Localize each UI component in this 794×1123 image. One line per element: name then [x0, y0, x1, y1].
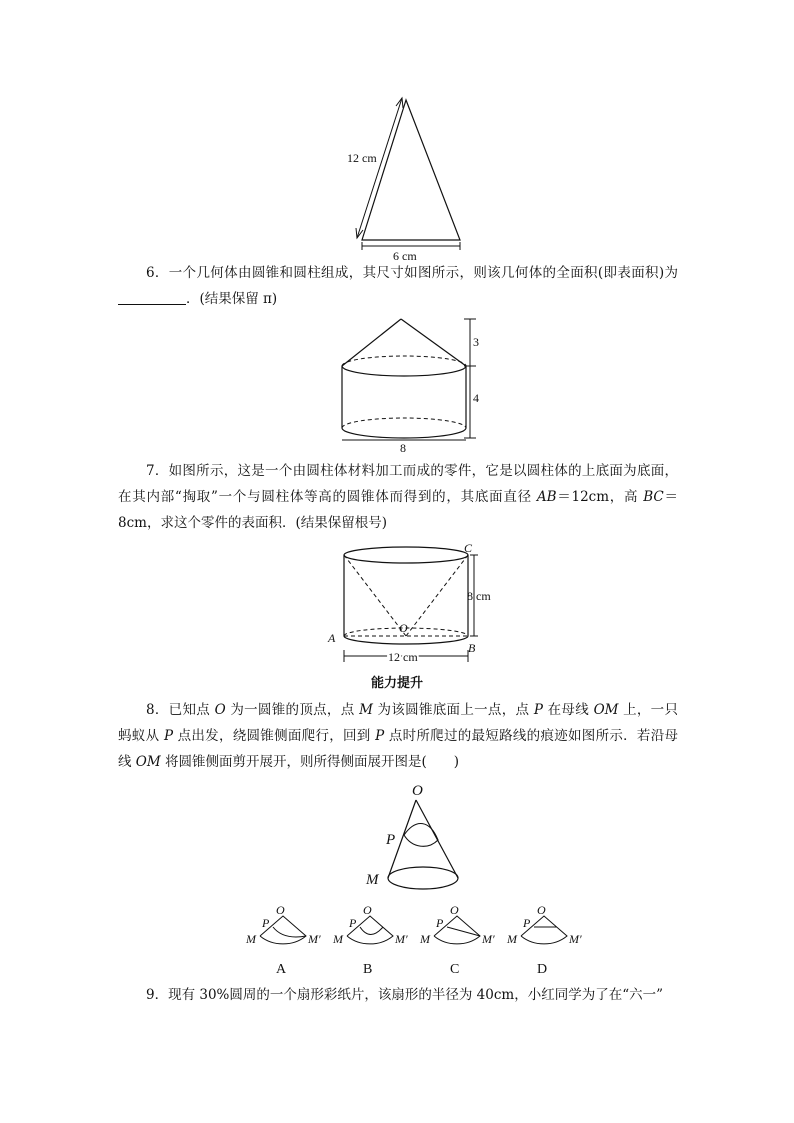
- q8-om2: OM: [135, 754, 161, 770]
- q7-bc: BC: [643, 489, 664, 505]
- q7-text-b: ＝12cm，高: [556, 489, 644, 505]
- option-c-p: P: [436, 916, 444, 930]
- option-d-o: O: [537, 903, 546, 917]
- slant-dimension-line: [357, 98, 402, 238]
- part-top-ellipse: [344, 547, 468, 563]
- cylinder-top-front: [342, 366, 466, 376]
- option-c-mprime: M′: [482, 932, 495, 946]
- cylinder-top-back: [342, 356, 466, 366]
- option-c-letter: C: [450, 962, 460, 977]
- cone-triangle: [362, 100, 460, 240]
- q8-t3: 为该圆锥底面上一点，点: [372, 702, 534, 718]
- cone-triangle-figure: [330, 90, 480, 265]
- option-b-path: [360, 927, 383, 935]
- cone-cylinder-figure: [330, 312, 500, 454]
- cylinder-bottom-front: [342, 428, 466, 438]
- option-a-figure[interactable]: [240, 900, 332, 980]
- option-c-o: O: [450, 903, 459, 917]
- question-7: [118, 458, 678, 536]
- q7-text-c: ＝8cm，求这个零件的表面积．(结果保留根号): [118, 489, 678, 531]
- question-9: [118, 982, 678, 1008]
- inner-cone-left: [344, 555, 406, 636]
- q8-t1: 8．已知点: [146, 702, 215, 718]
- option-b-letter: B: [363, 962, 373, 977]
- q7-ab: AB: [536, 489, 557, 505]
- q8-p: P: [533, 702, 544, 718]
- option-a-m: M: [246, 932, 256, 946]
- option-a-mprime: M′: [308, 932, 321, 946]
- option-a-letter: A: [276, 962, 287, 977]
- option-b-m: M: [333, 932, 343, 946]
- option-b-mprime: M′: [395, 932, 408, 946]
- option-a-p: P: [262, 916, 270, 930]
- option-d-mprime: M′: [569, 932, 582, 946]
- part-height-label: 8 cm: [467, 589, 491, 603]
- q8-t7: 点时所爬过的最短路线的痕迹如图所示．若沿母线: [118, 728, 678, 770]
- part-diameter-label: 12 cm: [388, 650, 418, 664]
- section-heading: 能力提升: [370, 676, 423, 691]
- options-row: [240, 900, 600, 980]
- question-6: [118, 260, 678, 312]
- point-b-label: B: [468, 641, 476, 655]
- q8-t2: 为一圆锥的顶点，点: [225, 702, 360, 718]
- slant-label: 12 cm: [347, 151, 377, 165]
- option-d-p: P: [523, 916, 531, 930]
- ant-cone-figure: [360, 778, 470, 896]
- q6-text-b: ．(结果保留 π): [186, 291, 278, 307]
- q8-p2: P: [163, 728, 174, 744]
- q6-answer-blank: [118, 290, 186, 305]
- option-d-letter: D: [537, 962, 548, 977]
- point-c-label: C: [464, 541, 473, 555]
- cylinder-part-figure: [322, 538, 502, 666]
- point-o-label: O: [399, 621, 408, 635]
- q8-t6: 点出发，绕圆锥侧面爬行，回到: [173, 728, 376, 744]
- cone-right-edge: [401, 319, 466, 366]
- option-b-o: O: [363, 903, 372, 917]
- inner-cone-right: [406, 555, 468, 636]
- option-b-figure[interactable]: [327, 900, 419, 980]
- diameter-label: 8: [400, 441, 406, 454]
- q8-m: M: [359, 702, 373, 718]
- base-label: 6 cm: [393, 249, 417, 263]
- q8-p3: P: [375, 728, 385, 744]
- q8-om: OM: [593, 702, 619, 718]
- q8-o: O: [214, 702, 226, 718]
- q6-text-a: 6．一个几何体由圆锥和圆柱组成，其尺寸如图所示，则该几何体的全面积(即表面积)为: [146, 265, 678, 281]
- q9-text: 9．现有 30%圆周的一个扇形彩纸片，该扇形的半径为 40cm，小红同学为了在“六一”: [146, 987, 664, 1003]
- part-bottom-front: [344, 636, 468, 644]
- ant-o-label: O: [412, 783, 423, 799]
- option-c-figure[interactable]: [414, 900, 506, 980]
- option-b-p: P: [349, 916, 357, 930]
- point-a-label: A: [328, 631, 336, 645]
- cone-height-label: 3: [473, 335, 479, 349]
- option-d-figure[interactable]: [501, 900, 593, 980]
- ant-p-label: P: [386, 832, 396, 848]
- q8-t8: 将圆锥侧面剪开展开，则所得侧面展开图是( ): [160, 754, 460, 770]
- option-c-m: M: [420, 932, 430, 946]
- cylinder-height-label: 4: [473, 391, 479, 405]
- ant-path: [404, 824, 438, 847]
- option-d-m: M: [507, 932, 517, 946]
- cone-left-edge: [342, 319, 401, 366]
- q8-t5: 上，一只蚂蚁从: [118, 702, 678, 744]
- ant-m-label: M: [366, 872, 379, 888]
- ant-cone-base-back: [388, 867, 458, 878]
- q8-t4: 在母线: [543, 702, 594, 718]
- q7-text-a: 7．如图所示，这是一个由圆柱体材料加工而成的零件，它是以圆柱体的上底面为底面，在其内部“掏取”一个与圆柱体等高的圆锥体而得到的，其底面直径: [118, 463, 678, 505]
- ant-cone-base-front: [388, 878, 458, 889]
- question-8: [118, 697, 678, 775]
- cylinder-bottom-back: [342, 418, 466, 428]
- option-a-o: O: [276, 903, 285, 917]
